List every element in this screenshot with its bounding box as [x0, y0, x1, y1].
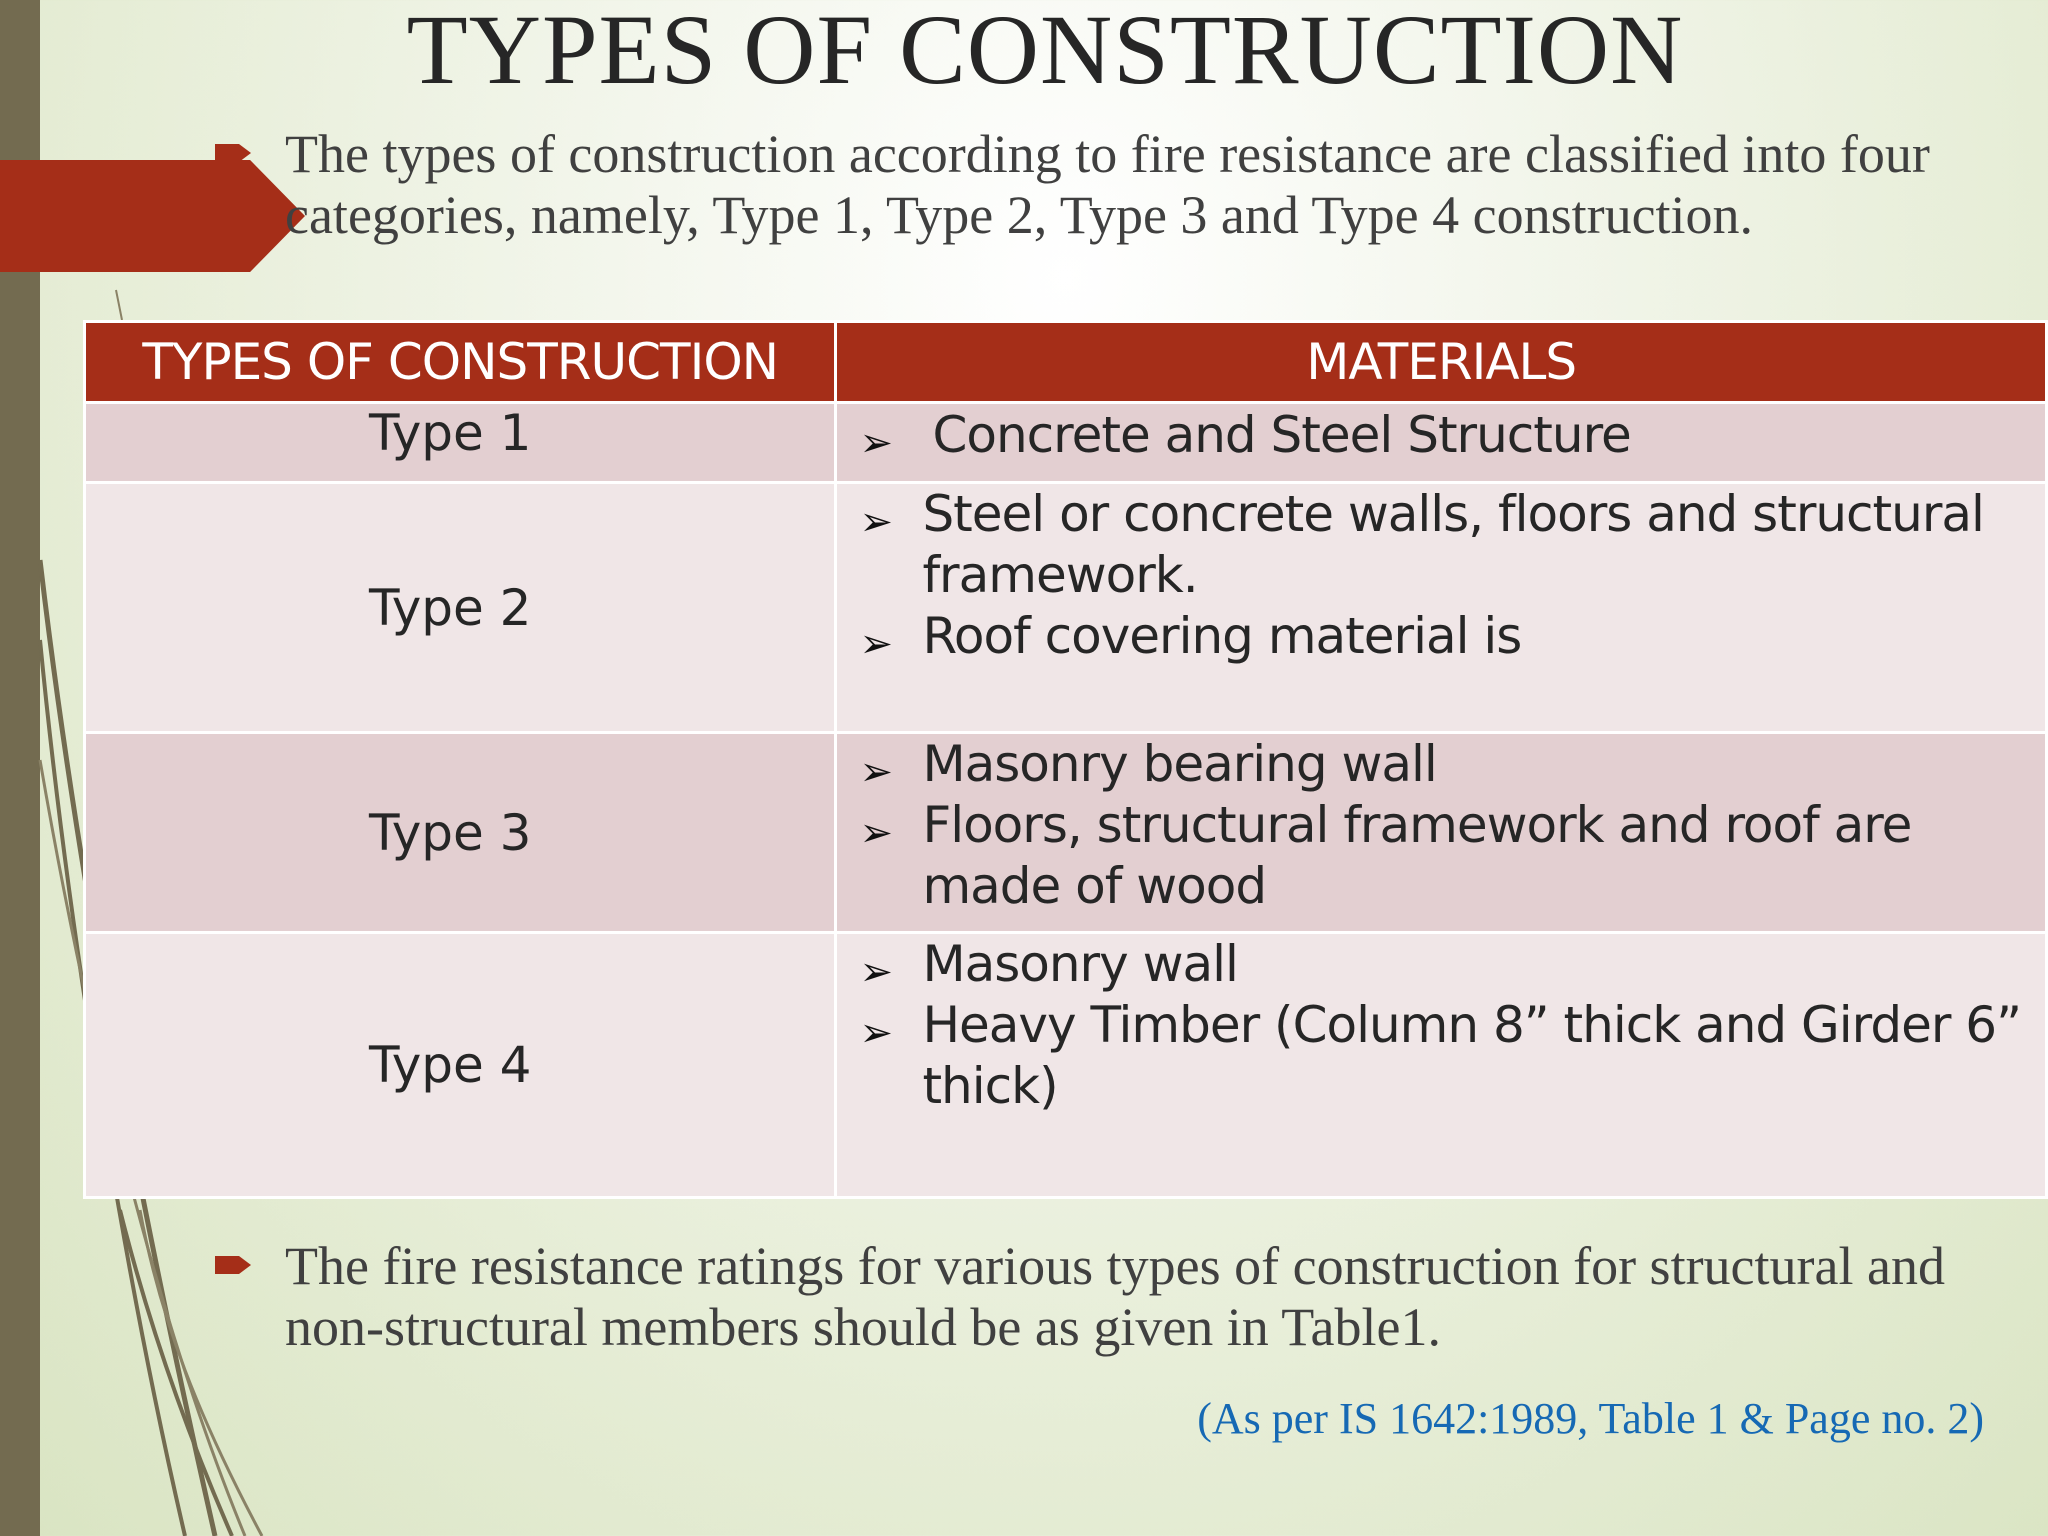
materials-cell: [836, 483, 2047, 733]
arrow-bullet-icon: [213, 1252, 253, 1278]
table-row: [85, 933, 2047, 1198]
type-cell: Type 2: [85, 483, 836, 733]
construction-types-table: [83, 320, 2048, 1199]
material-item: ➢ Heavy Timber (Column 8” thick and Girder 6” thick): [859, 996, 2022, 1115]
arrow-bullet-icon: ➢: [859, 499, 892, 545]
materials-cell: [836, 403, 2047, 483]
header-types-of-construction: TYPES OF CONSTRUCTION: [85, 322, 836, 403]
slide-title: TYPES OF CONSTRUCTION: [406, 0, 1684, 105]
header-materials: MATERIALS: [836, 322, 2047, 403]
intro-bullet-text: The types of construction according to fire resistance are classified into four categories, namely, Type 1, Type 2, Type 3 and Type 4 construction.: [285, 124, 1930, 245]
type-cell: Type 4: [85, 933, 836, 1198]
table-row: [85, 403, 2047, 483]
ratings-bullet-text: The fire resistance ratings for various types of construction for structural and non-structural members should be as given in Table1.: [285, 1236, 1945, 1357]
arrow-bullet-icon: ➢: [859, 420, 892, 466]
type-cell: Type 1: [85, 403, 836, 483]
arrow-bullet-icon: ➢: [859, 1010, 892, 1056]
table-row: [85, 483, 2047, 733]
arrow-bullet-icon: ➢: [859, 949, 892, 995]
material-item: ➢ Concrete and Steel Structure: [859, 405, 2035, 466]
source-reference: (As per IS 1642:1989, Table 1 & Page no. 2): [1197, 1394, 1984, 1443]
material-item: ➢ Masonry wall: [859, 934, 2035, 995]
intro-bullet: [285, 124, 2005, 246]
material-item: ➢ Masonry bearing wall: [859, 734, 2035, 795]
materials-cell: [836, 933, 2047, 1198]
type-cell: Type 3: [85, 733, 836, 933]
arrow-bullet-icon: ➢: [859, 621, 892, 667]
arrow-bullet-icon: ➢: [859, 749, 892, 795]
ratings-bullet: [285, 1236, 2005, 1358]
material-item: ➢ Floors, structural framework and roof are made of wood: [859, 796, 1912, 915]
red-arrow-accent: [0, 160, 305, 272]
material-item: ➢ Steel or concrete walls, floors and structural framework.: [859, 485, 1984, 604]
table-row: [85, 733, 2047, 933]
materials-cell: [836, 733, 2047, 933]
arrow-bullet-icon: [213, 140, 253, 166]
arrow-bullet-icon: ➢: [859, 810, 892, 856]
material-item: ➢ Roof covering material is: [859, 606, 2035, 667]
